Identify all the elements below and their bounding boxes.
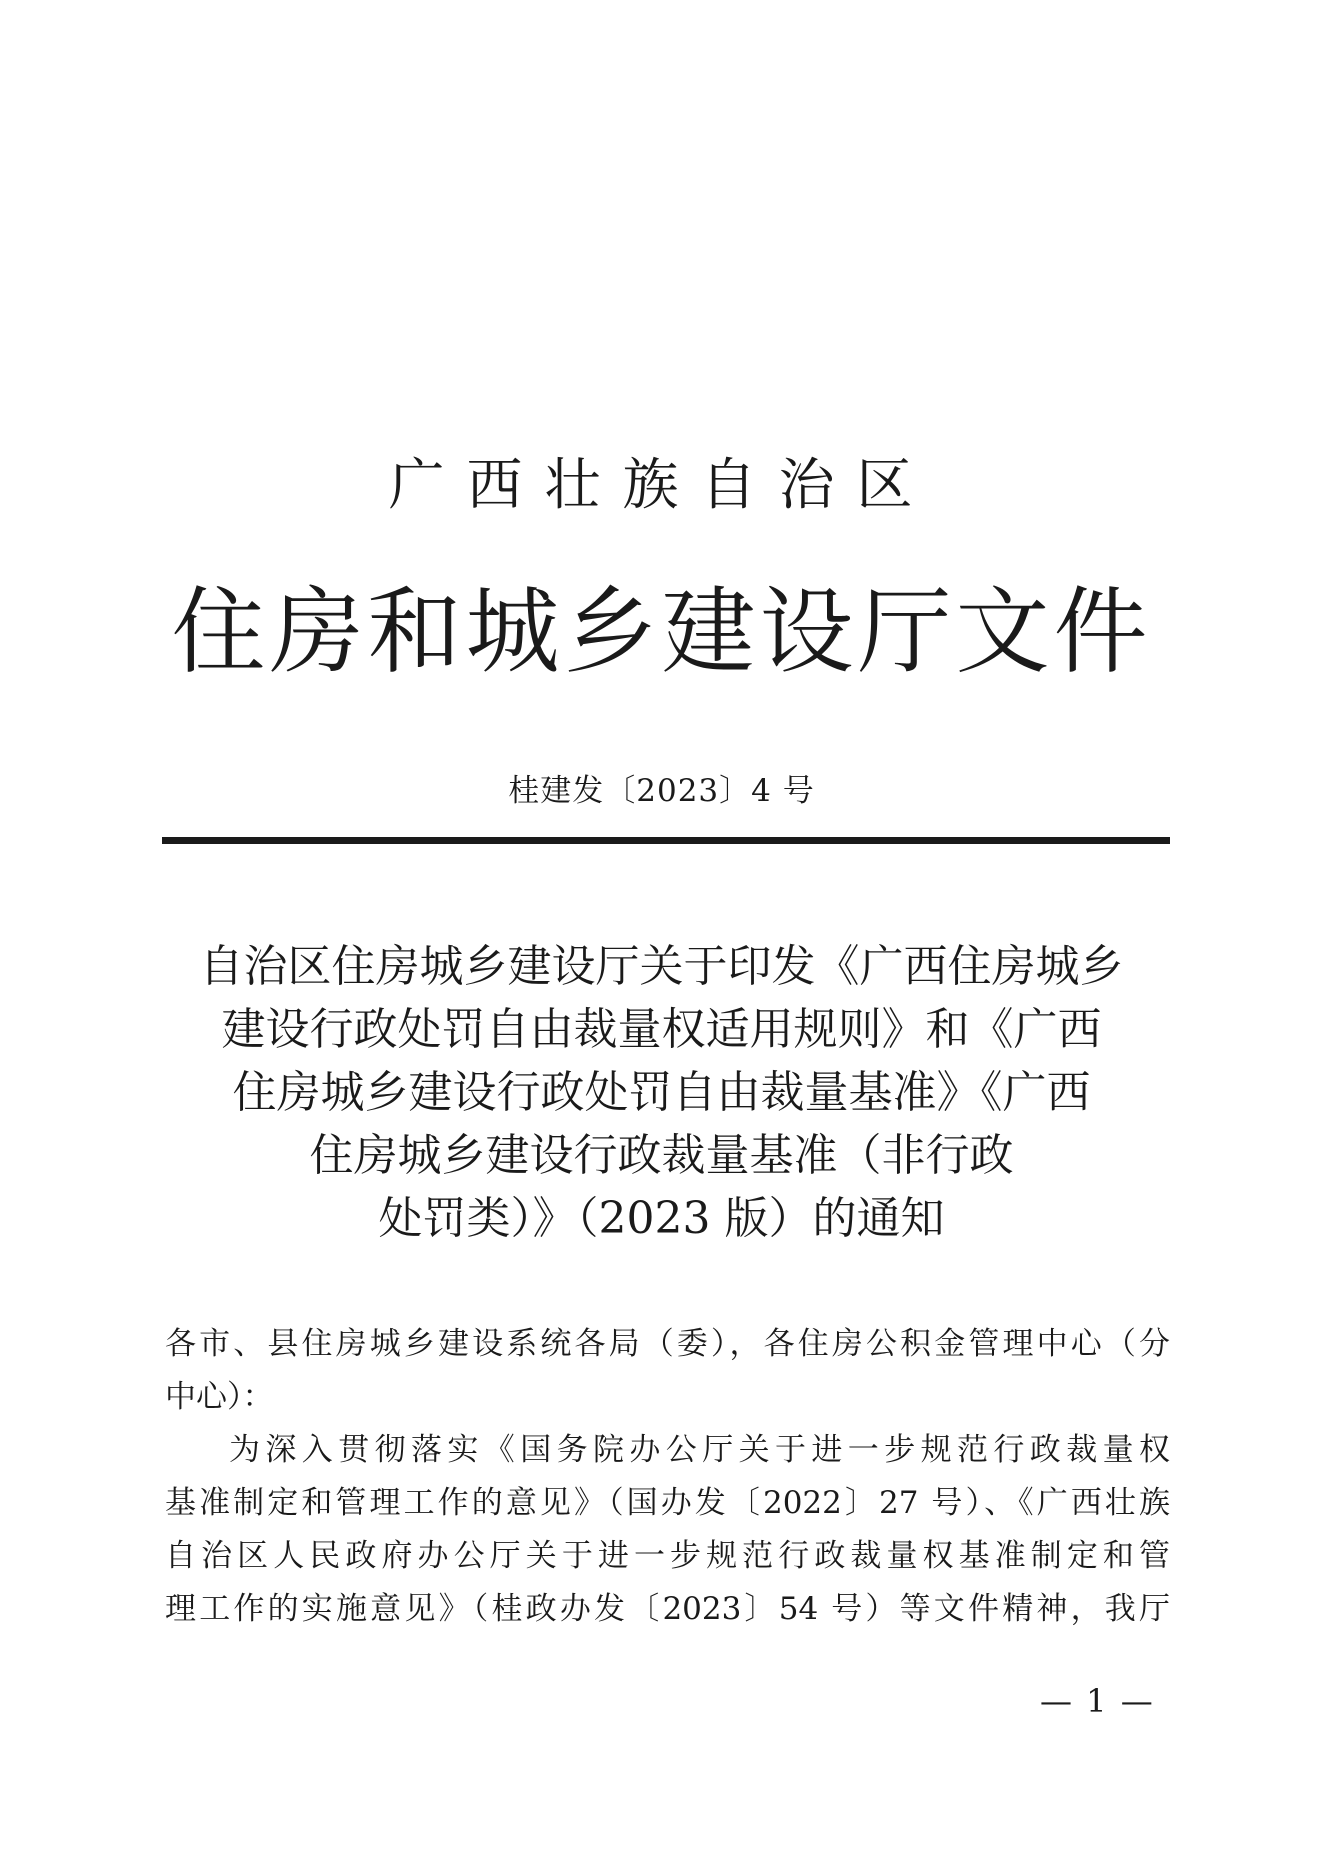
header-divider <box>162 837 1170 844</box>
paragraph-line: 为深入贯彻落实《国务院办公厅关于进一步规范行政裁量权 <box>229 1432 1170 1468</box>
paragraph-line: 基准制定和管理工作的意见》（国办发〔2022〕27 号）、《广西壮族 <box>165 1485 1170 1521</box>
paragraph-line: 理工作的实施意见》（桂政办发〔2023〕54 号）等文件精神，我厅 <box>165 1591 1170 1627</box>
document-title <box>150 935 1173 1250</box>
addressee-line: 中心）： <box>165 1379 274 1415</box>
document-body <box>165 1318 1170 1636</box>
document-number: 桂建发〔2023〕4 号 <box>508 773 815 809</box>
page-number: — 1 — <box>1040 1682 1155 1720</box>
title-line: 处罚类）》（2023 版）的通知 <box>378 1193 945 1244</box>
title-line: 建设行政处罚自由裁量权适用规则》和《广西 <box>221 1004 1102 1055</box>
title-line: 住房城乡建设行政处罚自由裁量基准》《广西 <box>232 1067 1091 1118</box>
title-line: 住房城乡建设行政裁量基准（非行政 <box>309 1130 1014 1181</box>
addressee-line: 各市、县住房城乡建设系统各局（委），各住房公积金管理中心（分 <box>165 1326 1170 1362</box>
issuer-department-document: 住房和城乡建设厅文件 <box>171 578 1152 687</box>
issuer-region: 广西壮族自治区 <box>388 453 935 518</box>
title-line: 自治区住房城乡建设厅关于印发《广西住房城乡 <box>199 941 1124 992</box>
paragraph-line: 自治区人民政府办公厅关于进一步规范行政裁量权基准制定和管 <box>165 1538 1170 1574</box>
